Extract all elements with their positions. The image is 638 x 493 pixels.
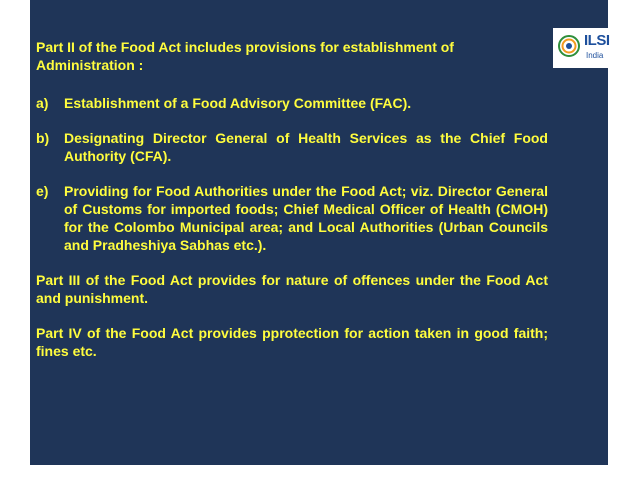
list-text-b: Designating Director General of Health Services as the Chief Food Authority (CFA). (64, 130, 548, 164)
list-item-e (36, 182, 548, 254)
list-marker-a: a) (36, 95, 49, 111)
logo-subtext: India (586, 51, 604, 60)
list-marker-e: e) (36, 183, 49, 199)
list-item-a (36, 94, 548, 112)
list-text-a: Establishment of a Food Advisory Committee (FAC). (64, 95, 412, 111)
slide-content (36, 38, 548, 360)
part4-text: Part IV of the Food Act provides pprotection for action taken in good faith; fines etc. (36, 325, 548, 359)
list-text-e: Providing for Food Authorities under the Food Act; viz. Director General of Customs for imported foods; Chief Medical Officer of Health (CMOH) for the Colombo Municipal area; and Local Authorities (Urban Councils and Pradheshiya Sabhas etc.). (64, 183, 548, 253)
globe-icon (557, 34, 581, 58)
list-marker-b: b) (36, 130, 50, 146)
part3-text: Part III of the Food Act provides for nature of offences under the Food Act and punishment. (36, 272, 548, 306)
ilsi-logo (553, 28, 608, 68)
logo-text: ILSI (584, 32, 610, 49)
list-item-b (36, 129, 548, 165)
part2-heading: Part II of the Food Act includes provisions for establishment of Administration : (36, 39, 454, 73)
